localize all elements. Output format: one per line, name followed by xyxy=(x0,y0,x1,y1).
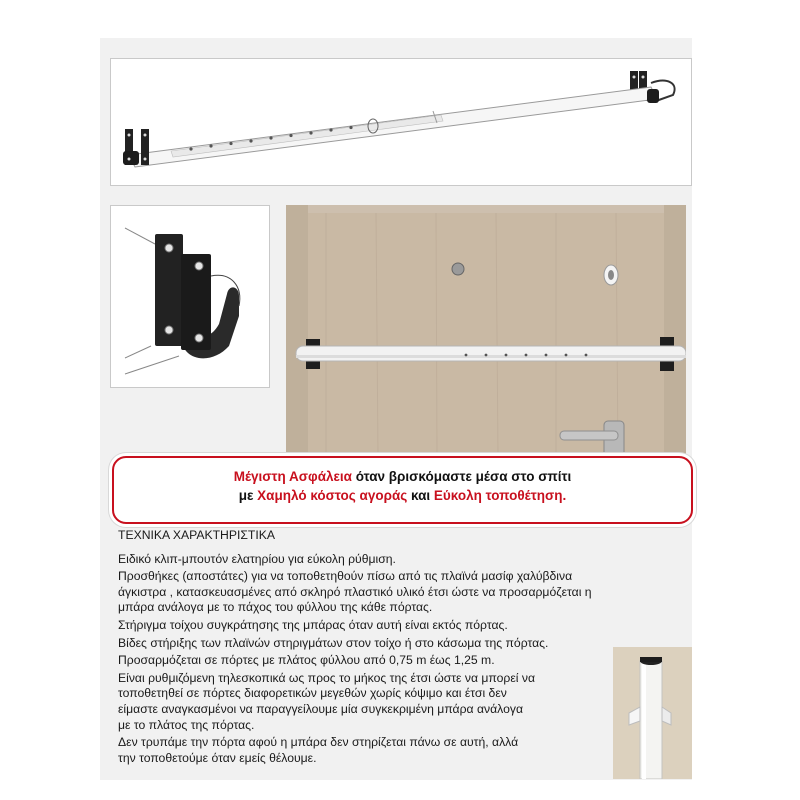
spec-item xyxy=(118,552,618,568)
spec-item xyxy=(118,618,618,634)
banner-segment: Μέγιστη Ασφάλεια xyxy=(233,469,352,484)
spec-item xyxy=(118,735,618,766)
spec-line: Είναι ρυθμιζόμενη τηλεσκοπικά ως προς το μήκος της έτσι ώστε να μπορεί να xyxy=(118,670,536,685)
banner-segment: όταν βρισκόμαστε μέσα στο σπίτι xyxy=(351,469,572,484)
spec-line: τοποθετηθεί σε πόρτες διαφορετικών μεγεθών χωρίς κόψιμο και έτσι δεν xyxy=(118,686,507,701)
specs-heading: ΤΕΧΝΙΚΑ ΧΑΡΑΚΤΗΡΙΣΤΙΚΑ xyxy=(118,528,275,542)
hook-bracket-panel xyxy=(110,205,270,388)
peephole xyxy=(452,263,464,275)
spec-item xyxy=(118,653,618,669)
spec-item xyxy=(118,636,618,652)
spec-line: με το πλάτος της πόρτας. xyxy=(118,717,255,732)
spec-line: Στήριγμα τοίχου συγκράτησης της μπάρας όταν αυτή είναι εκτός πόρτας. xyxy=(118,617,508,632)
door-leaf xyxy=(308,213,664,455)
spec-line: Δεν τρυπάμε την πόρτα αφού η μπάρα δεν στηρίζεται πάνω σε αυτή, αλλά xyxy=(118,735,519,750)
banner-segment: Χαμηλό κόστος αγοράς xyxy=(257,488,408,503)
spec-line: την τοποθετούμε όταν εμείς θέλουμε. xyxy=(118,750,317,765)
pole-photo xyxy=(613,647,692,779)
security-bar xyxy=(296,346,686,361)
banner-line-2 xyxy=(114,486,691,505)
hook-bracket-illustration xyxy=(111,206,270,388)
door-with-security-bar-photo xyxy=(286,205,686,455)
technical-specs xyxy=(118,528,618,768)
door-handle xyxy=(560,431,618,440)
spec-line: Προσθήκες (αποστάτες) για να τοποθετηθούν πίσω από τις πλαϊνά μασίφ χαλύβδινα xyxy=(118,569,573,584)
telescopic-bar-illustration xyxy=(111,59,692,186)
spec-line: άγκιστρα , κατασκευασμένες από σκληρό πλαστικό υλικό έτσι ώστε να προσαρμόζεται η xyxy=(118,584,592,599)
specs-list xyxy=(118,552,618,767)
bar-in-wall-holder-photo xyxy=(613,647,692,779)
door-photo xyxy=(286,205,686,455)
spec-line: Ειδικό κλιπ-μπουτόν ελατηρίου για εύκολη ρύθμιση. xyxy=(118,551,396,566)
banner-segment: Εύκολη τοποθέτηση. xyxy=(433,488,567,503)
banner-segment: και xyxy=(407,488,434,503)
banner-segment: με xyxy=(238,488,258,503)
spec-line: Προσαρμόζεται σε πόρτες με πλάτος φύλλου από 0,75 m έως 1,25 m. xyxy=(118,653,495,668)
banner-line-1 xyxy=(114,467,691,486)
spec-line: μπάρα ανάλογα με το πάχος του φύλλου της κάθε πόρτας. xyxy=(118,600,433,615)
spec-item xyxy=(118,671,618,733)
bar-illustration-panel xyxy=(110,58,692,186)
highlight-banner xyxy=(112,456,693,524)
spec-line: Βίδες στήριξης των πλαϊνών στηριγμάτων στον τοίχο ή στο κάσωμα της πόρτας. xyxy=(118,635,549,650)
spec-line: είμαστε αναγκασμένοι να παραγγείλουμε μία συγκεκριμένη μπάρα ανάλογα xyxy=(118,701,523,716)
spec-item xyxy=(118,569,618,616)
